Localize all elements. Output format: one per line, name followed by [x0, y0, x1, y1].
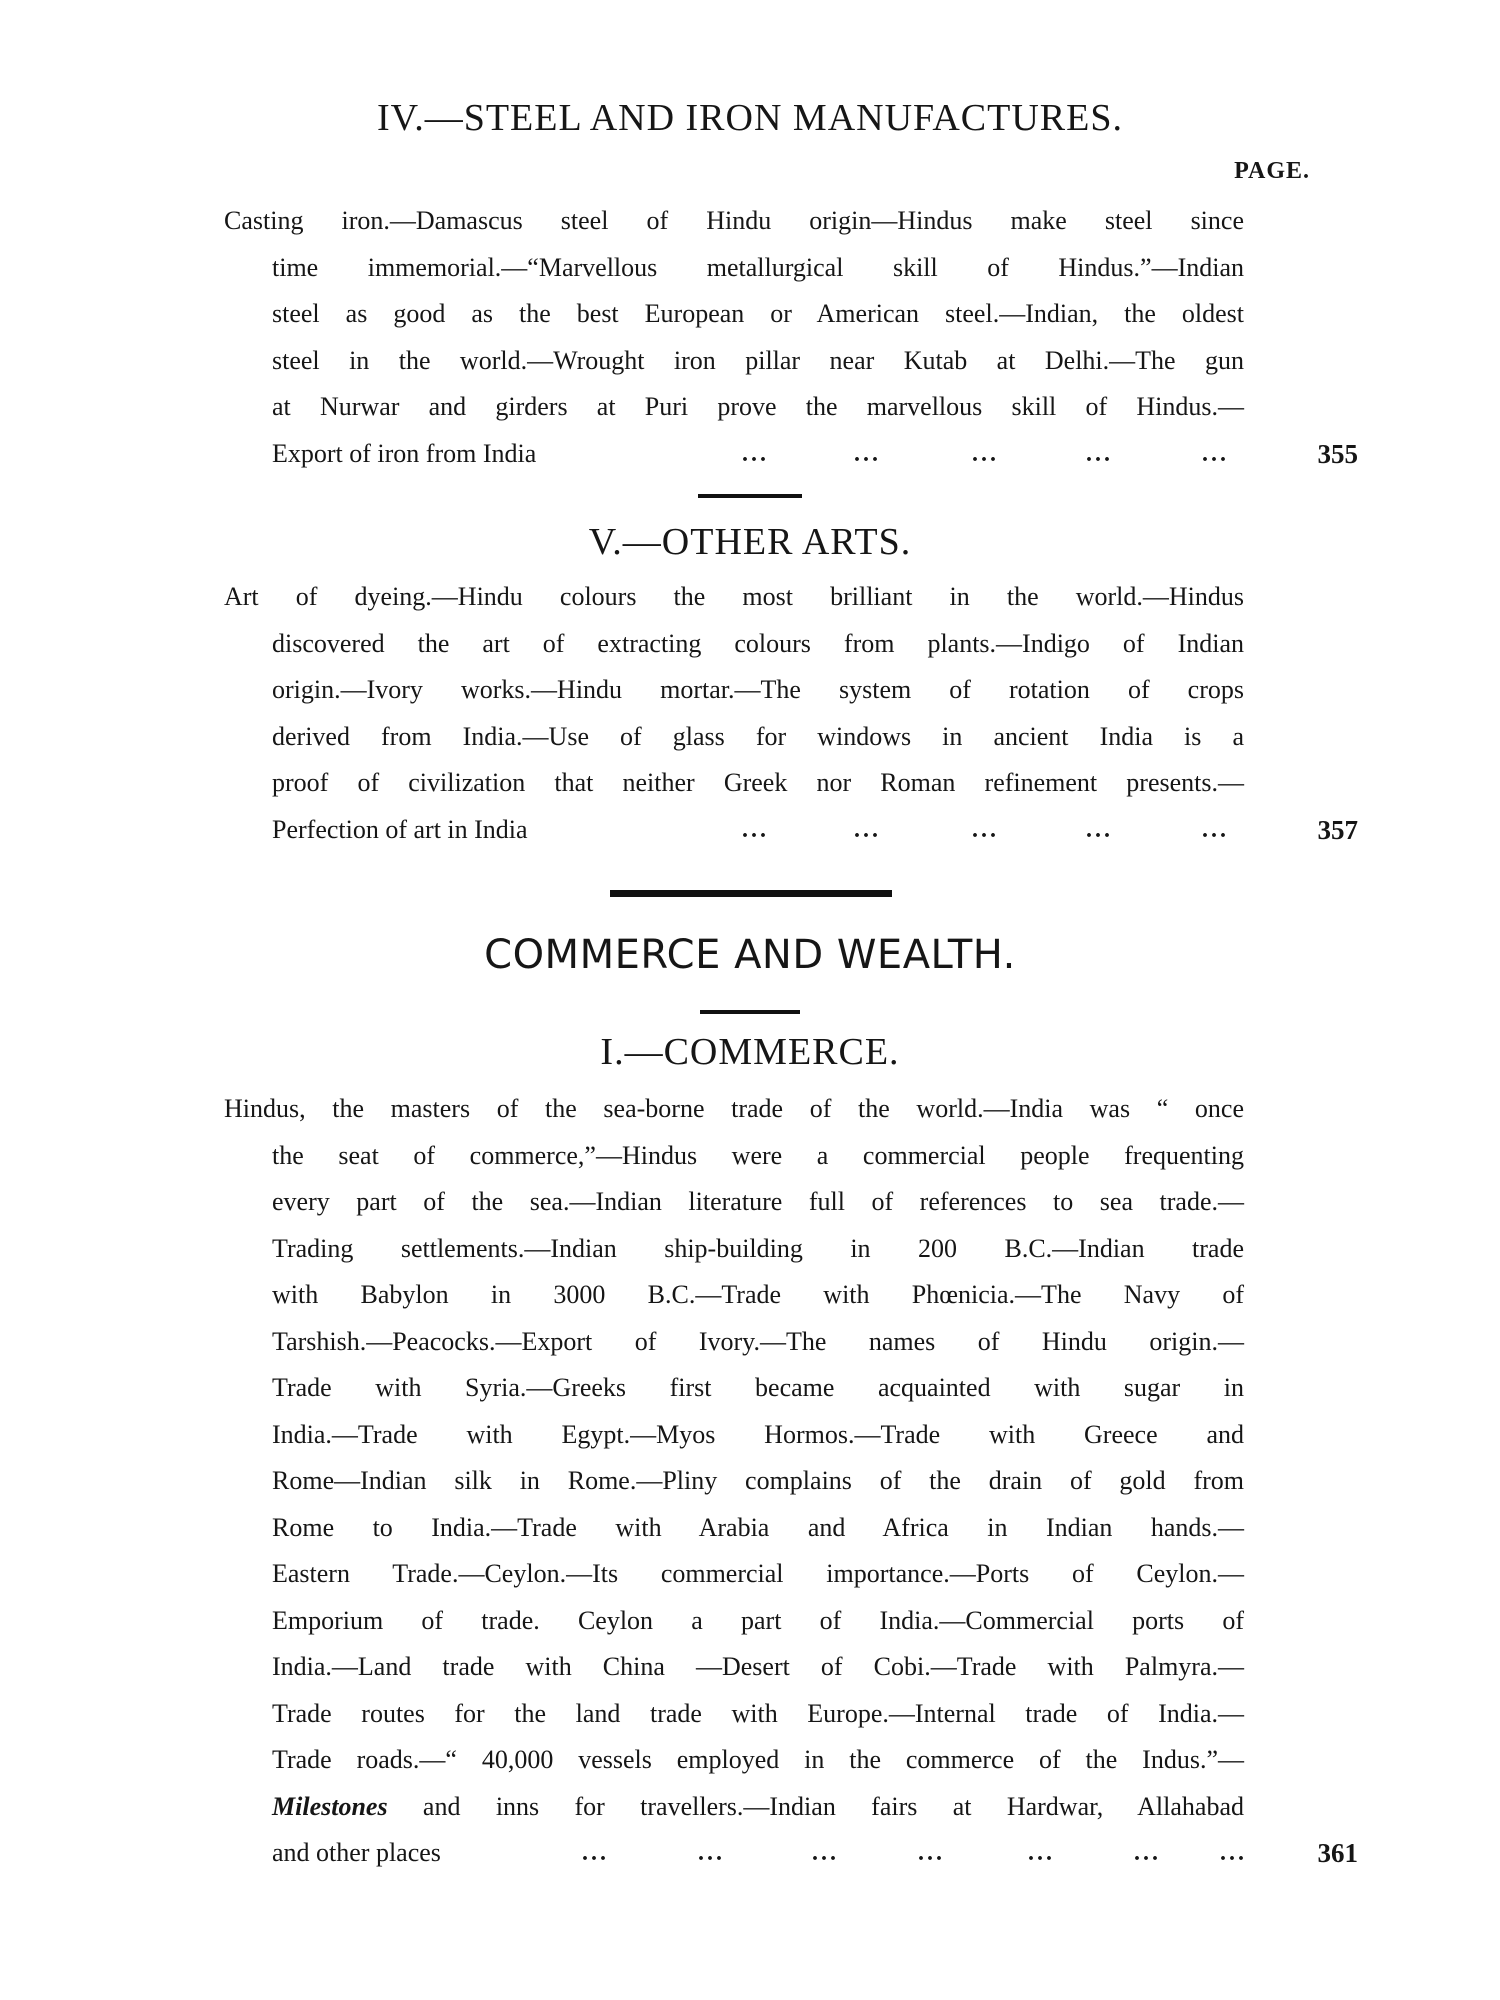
short-divider-rule [698, 494, 802, 498]
page-number: 355 [1317, 438, 1358, 469]
section-body-commerce [224, 1086, 1358, 1876]
thick-divider-rule [610, 890, 892, 897]
entry-line: Trade roads.—“ 40,000 vessels employed in the commerce of the Indus.”— [272, 1745, 1244, 1774]
entry-line-text: and inns for travellers.—Indian fairs at Hardwar, Allahabad [387, 1791, 1244, 1821]
section-heading-commerce: I.—COMMERCE. [600, 1031, 900, 1073]
entry-line: origin.—Ivory works.—Hindu mortar.—The system of rotation of crops [272, 675, 1244, 704]
leader-dots: ... [742, 440, 769, 467]
leader-dots: ... [1134, 1840, 1161, 1866]
leader-dots: ... [1086, 440, 1113, 467]
entry-line: Tarshish.—Peacocks.—Export of Ivory.—The names of Hindu origin.— [272, 1326, 1244, 1356]
leader-dots: ... [1202, 816, 1229, 843]
entry-last-line: Export of iron from India [272, 438, 537, 468]
page-column-label: PAGE. [1234, 158, 1310, 184]
part-heading-commerce-wealth: COMMERCE AND WEALTH. [484, 932, 1016, 978]
toc-final-row [272, 431, 1358, 477]
leader-dots: ... [1202, 440, 1229, 467]
entry-line: Trading settlements.—Indian ship-building in 200 B.C.—Indian trade [272, 1233, 1244, 1263]
entry-line: with Babylon in 3000 B.C.—Trade with Phœnicia.—The Navy of [272, 1280, 1244, 1309]
toc-final-row [272, 1830, 1358, 1876]
leader-dots: ... [1220, 1840, 1247, 1866]
leader-dots: ... [972, 440, 999, 467]
entry-line: India.—Land trade with China —Desert of Cobi.—Trade with Palmyra.— [272, 1652, 1244, 1681]
toc-final-row [272, 807, 1358, 853]
section-body-other-arts [224, 574, 1358, 853]
section-heading-other-arts: V.—OTHER ARTS. [588, 521, 912, 563]
leader-dots: ... [854, 816, 881, 843]
entry-line: Trade routes for the land trade with Europe.—Internal trade of India.— [272, 1698, 1244, 1728]
entry-line: Casting iron.—Damascus steel of Hindu origin—Hindus make steel since [224, 206, 1244, 235]
entry-line: steel as good as the best European or American steel.—Indian, the oldest [272, 299, 1244, 328]
entry-line: steel in the world.—Wrought iron pillar near Kutab at Delhi.—The gun [272, 345, 1244, 375]
entry-line: Eastern Trade.—Ceylon.—Its commercial importance.—Ports of Ceylon.— [272, 1559, 1244, 1588]
section-body-steel-iron [224, 198, 1358, 477]
entry-line: India.—Trade with Egypt.—Myos Hormos.—Trade with Greece and [272, 1419, 1244, 1449]
entry-line: at Nurwar and girders at Puri prove the marvellous skill of Hindus.— [272, 392, 1244, 421]
page-number: 357 [1317, 814, 1358, 845]
entry-line: every part of the sea.—Indian literature full of references to sea trade.— [272, 1187, 1244, 1216]
entry-line: Trade with Syria.—Greeks first became acquainted with sugar in [272, 1373, 1244, 1402]
entry-line: Rome—Indian silk in Rome.—Pliny complains of the drain of gold from [272, 1466, 1244, 1495]
section-heading-steel-iron: IV.—STEEL AND IRON MANUFACTURES. [377, 97, 1123, 139]
entry-line: time immemorial.—“Marvellous metallurgical skill of Hindus.”—Indian [272, 252, 1244, 282]
entry-last-line: Perfection of art in India [272, 814, 528, 844]
entry-line: derived from India.—Use of glass for windows in ancient India is a [272, 721, 1244, 751]
entry-last-line: and other places [272, 1838, 441, 1867]
entry-line: the seat of commerce,”—Hindus were a commercial people frequenting [272, 1140, 1244, 1170]
leader-dots: ... [854, 440, 881, 467]
page-number: 361 [1317, 1838, 1358, 1868]
italic-term: Milestones [272, 1791, 388, 1821]
leader-dots: ... [582, 1840, 609, 1866]
leader-dots: ... [1086, 816, 1113, 843]
entry-line: Rome to India.—Trade with Arabia and Africa in Indian hands.— [272, 1512, 1244, 1542]
entry-line: Emporium of trade. Ceylon a part of India.—Commercial ports of [272, 1605, 1244, 1635]
entry-line: proof of civilization that neither Greek nor Roman refinement presents.— [272, 768, 1244, 797]
leader-dots: ... [812, 1840, 839, 1866]
entry-line: Hindus, the masters of the sea-borne trade of the world.—India was “ once [224, 1094, 1244, 1123]
leader-dots: ... [918, 1840, 945, 1866]
entry-line: discovered the art of extracting colours from plants.—Indigo of Indian [272, 628, 1244, 658]
entry-line: Art of dyeing.—Hindu colours the most brilliant in the world.—Hindus [224, 582, 1244, 611]
leader-dots: ... [742, 816, 769, 843]
leader-dots: ... [698, 1840, 725, 1866]
leader-dots: ... [1028, 1840, 1055, 1866]
entry-line [272, 1784, 1244, 1831]
short-divider-rule [700, 1010, 800, 1014]
leader-dots: ... [972, 816, 999, 843]
